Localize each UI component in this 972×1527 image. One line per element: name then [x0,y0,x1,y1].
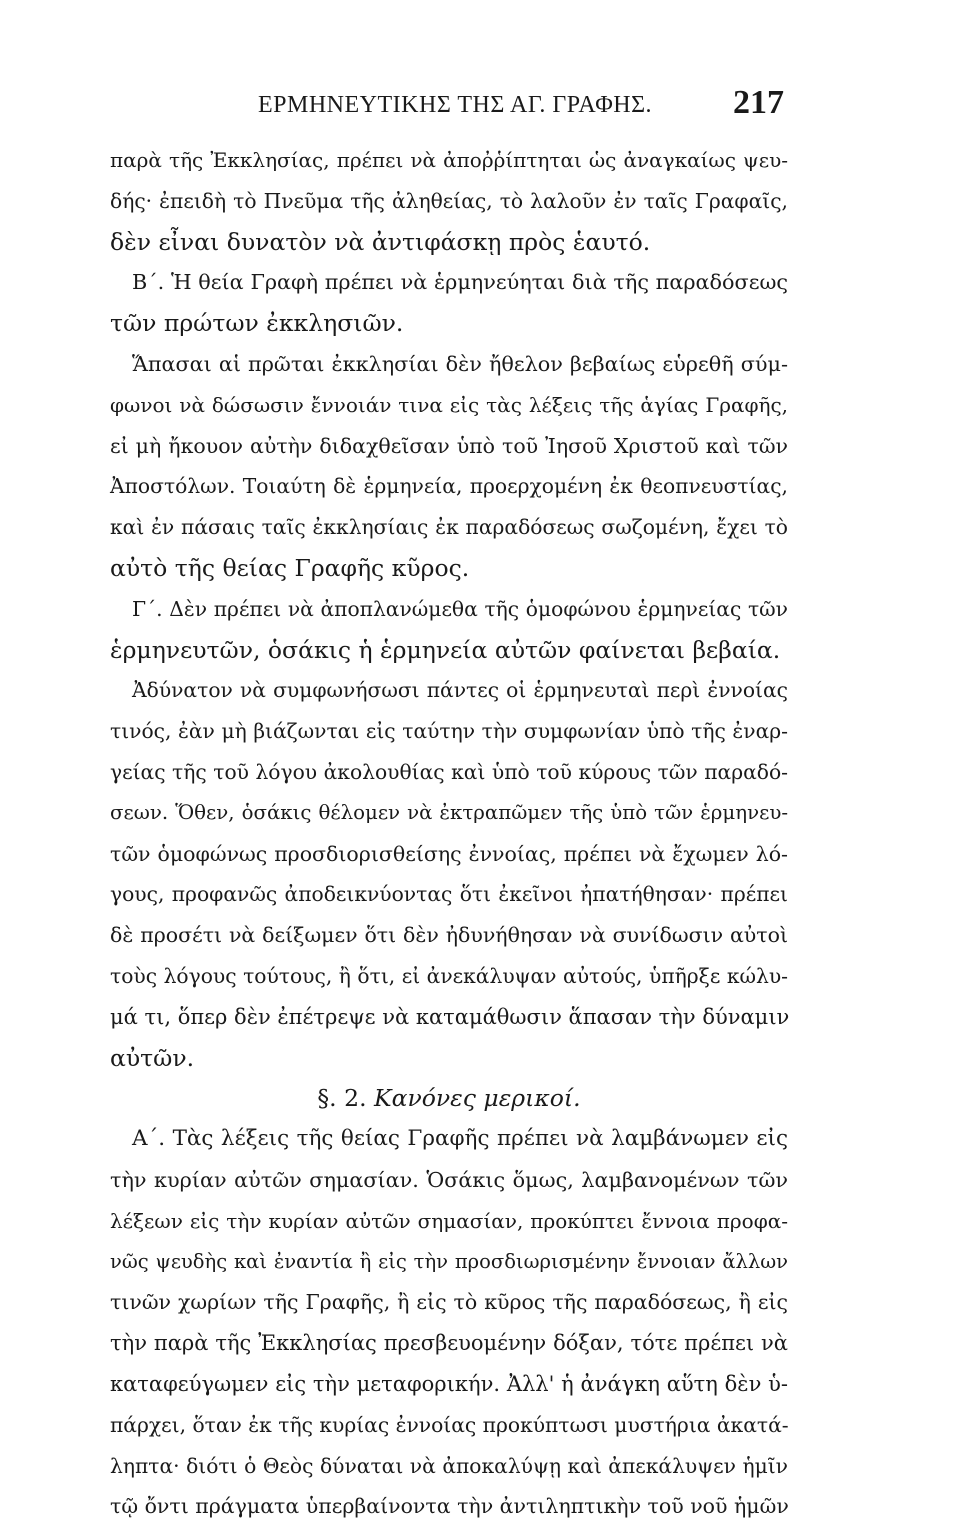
text-line: τὴν παρὰ τῆς Ἐκκλησίας πρεσβευομένην δόξαν, τότε πρέπει νὰ [110,1331,788,1356]
text-line: αὐτὸ τῆς θείας Γραφῆς κῦρος. [110,553,470,582]
text-line: λέξεων εἰς τὴν κυρίαν αὐτῶν σημασίαν, προκύπτει ἔννοια προφα- [110,1208,788,1233]
rule-heading-a: Α΄. Τὰς λέξεις τῆς θείας Γραφῆς πρέπει νὰ λαμβάνωμεν εἰς [132,1126,788,1152]
text-line: εἰ μὴ ἤκουον αὐτὴν διδαχθεῖσαν ὑπὸ τοῦ Ἰησοῦ Χριστοῦ καὶ τῶν [110,433,788,458]
text-line: Ἀποστόλων. Τοιαύτη δὲ ἑρμηνεία, προερχομένη ἐκ θεοπνευστίας, [110,474,788,499]
text-line: μά τι, ὅπερ δὲν ἐπέτρεψε νὰ καταμάθωσιν ἅπασαν τὴν δύναμιν [110,1004,790,1029]
body-text [110,140,788,1527]
text-line: τῶν πρώτων ἐκκλησιῶν. [110,309,404,338]
text-line: φωνοι νὰ δώσωσιν ἔννοιάν τινα εἰς τὰς λέξεις τῆς ἁγίας Γραφῆς, [110,392,788,417]
page-number: 217 [733,84,784,121]
text-line: Ἅπασαι αἱ πρῶται ἐκκλησίαι δὲν ἤθελον βεβαίως εὑρεθῆ σύμ- [132,351,788,376]
text-line: καταφεύγωμεν εἰς τὴν μεταφορικήν. Ἀλλ' ἡ ἀνάγκη αὕτη δὲν ὑ- [110,1371,788,1396]
section-heading [110,1078,788,1119]
text-line: Ἀδύνατον νὰ συμφωνήσωσι πάντες οἱ ἑρμηνευταὶ περὶ ἐννοίας [132,678,788,703]
text-line: δὲ προσέτι νὰ δείξωμεν ὅτι δὲν ἠδυνήθησαν νὰ συνίδωσιν αὐτοὶ [110,923,788,948]
text-line: αὐτῶν. [110,1043,195,1072]
text-line: τῷ ὄντι πράγματα ὑπερβαίνοντα τὴν ἀντιληπτικὴν τοῦ νοῦ ἡμῶν [110,1494,789,1519]
text-line: παρὰ τῆς Ἐκκλησίας, πρέπει νὰ ἀποῤῥίπτηται ὡς ἀναγκαίως ψευ- [110,148,788,172]
text-line: ἑρμηνευτῶν, ὁσάκις ἡ ἑρμηνεία αὐτῶν φαίνεται βεβαία. [110,635,781,664]
running-head: ΕΡΜΗΝΕΥΤΙΚΗΣ ΤΗΣ ΑΓ. ΓΡΑΦΗΣ. [258,92,653,118]
text-line: τοὺς λόγους τούτους, ἢ ὅτι, εἰ ἀνεκάλυψαν αὐτούς, ὑπῆρξε κώλυ- [110,963,788,988]
text-line: γείας τῆς τοῦ λόγου ἀκολουθίας καὶ ὑπὸ τοῦ κύρους τῶν παραδό- [110,759,788,784]
text-line: γους, προφανῶς ἀποδεικνύοντας ὅτι ἐκεῖνοι ἠπατήθησαν· πρέπει [110,882,788,907]
text-line: πάρχει, ὅταν ἐκ τῆς κυρίας ἐννοίας προκύπτωσι μυστήρια ἀκατά- [110,1412,789,1437]
text-line: ληπτα· διότι ὁ Θεὸς δύναται νὰ ἀποκαλύψῃ καὶ ἀπεκάλυψεν ἡμῖν [110,1453,788,1478]
text-line: τινός, ἐὰν μὴ βιάζωνται εἰς ταύτην τὴν συμφωνίαν ὑπὸ τῆς ἐναρ- [110,719,788,744]
text-line: καὶ ἐν πάσαις ταῖς ἐκκλησίαις ἐκ παραδόσεως σωζομένη, ἔχει τὸ [110,515,788,540]
text-line: δής· ἐπειδὴ τὸ Πνεῦμα τῆς ἀληθείας, τὸ λαλοῦν ἐν ταῖς Γραφαῖς, [110,188,788,213]
text-line: τινῶν χωρίων τῆς Γραφῆς, ἢ εἰς τὸ κῦρος τῆς παραδόσεως, ἢ εἰς [110,1290,788,1315]
section-title: Κανόνες μερικοί. [374,1084,581,1113]
text-line: τῶν ὁμοφώνως προσδιορισθείσης ἐννοίας, πρέπει νὰ ἔχωμεν λό- [110,841,788,866]
rule-heading-b: Β΄. Ἡ θεία Γραφὴ πρέπει νὰ ἑρμηνεύηται διὰ τῆς παραδόσεως [132,270,788,295]
section-number: §. 2. [317,1084,367,1113]
text-line: τὴν κυρίαν αὐτῶν σημασίαν. Ὁσάκις ὅμως, λαμβανομένων τῶν [110,1167,788,1192]
text-line: δὲν εἶναι δυνατὸν νὰ ἀντιφάσκῃ πρὸς ἑαυτό. [110,227,651,256]
text-line: νῶς ψευδὴς καὶ ἐναντία ἢ εἰς τὴν προσδιωρισμένην ἔννοιαν ἄλλων [110,1249,788,1273]
rule-heading-c: Γ΄. Δὲν πρέπει νὰ ἀποπλανώμεθα τῆς ὁμοφώνου ἑρμηνείας τῶν [132,596,788,621]
text-line: σεων. Ὅθεν, ὁσάκις θέλομεν νὰ ἐκτραπῶμεν τῆς ὑπὸ τῶν ἑρμηνευ- [110,800,788,824]
